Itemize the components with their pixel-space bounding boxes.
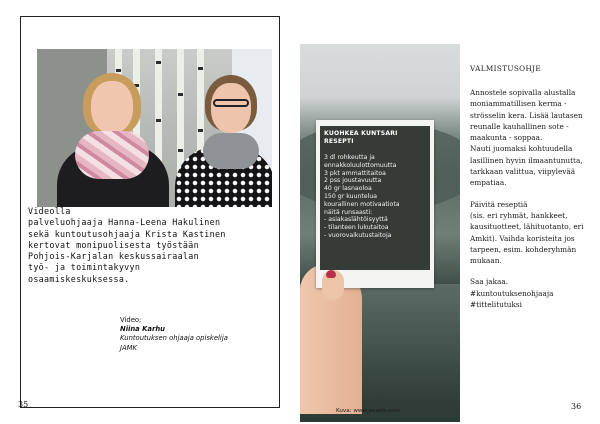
instructions-paragraph-3 [470,276,586,310]
person-right-face [211,83,251,133]
ingredient-line: 40 gr lasnaoloa [324,185,372,193]
video-description [28,206,263,285]
ingredient-line: - vuorovaikutustaitoja [324,231,392,239]
text-line: maakunta - soppaa. [470,133,543,143]
description-line: työ- ja toimintakyvyn [28,262,141,273]
description-line: Videolla [28,206,71,216]
text-line: tarpeen, esim. kohderyhmän [470,244,577,254]
page-number-right: 36 [571,402,582,411]
recipe-card [316,120,434,288]
hashtag-link[interactable]: #tittelitutuksi [470,300,522,310]
person-right-glasses [213,99,249,107]
credit-label: Video; [120,316,142,324]
recipe-photo [300,44,460,422]
ingredient-line: kourallinen motivaatiota [324,200,400,208]
instructions-heading: VALMISTUSOHJE [470,64,542,73]
ingredient-line: näitä runsaasti: [324,208,373,216]
photo-caption: Kuva: www.pexels.com [336,408,400,414]
description-line: palveluohjaaja Hanna-Leena Hakulinen [28,217,221,228]
instructions-paragraph-2 [470,199,586,267]
text-line: kausituotteet, lähituotanto, eri [470,222,584,232]
hashtag-link[interactable]: #kuntoutuksenohjaaja [470,288,554,298]
text-line: Amkit). Vaihda koristeita jos [470,233,575,243]
person-right-scarf [203,133,259,169]
text-line: (sis. eri ryhmät, hankkeet, [470,210,568,220]
text-line: tarkkaan valittua, viipylevää [470,167,576,177]
person-left-face [91,81,133,133]
ingredient-line: - asiakaslähtöisyyttä [324,216,388,224]
ingredient-line: 2 pss joustavuutta [324,177,382,185]
recipe-ingredient-list [324,154,428,240]
text-line: Annostele sopivalla alustalla [470,88,576,97]
text-line: empatiaa. [470,178,507,188]
text-line: Saa jakaa. [470,277,509,287]
text-line: Päivitä reseptiä [470,199,528,209]
recipe-card-inner [320,126,430,270]
description-line: sekä kuntoutusohjaaja Krista Kastinen [28,228,226,239]
video-credit [120,316,270,353]
recipe-card-title: KUOHKEA KUNTSARI RESEPTI [324,130,398,145]
description-line: Pohjois-Karjalan keskussairaalan [28,251,199,262]
text-line: reunalle kauhallinen sote - [470,121,569,131]
text-line: strösselin kera. Lisää lautasen [470,110,583,120]
text-line: mukaan. [470,256,502,266]
ingredient-line: 3 dl rohkeutta ja [324,154,375,161]
description-line: osaamiskeskuksessa. [28,273,130,284]
text-line: moniammatillisen kerma - [470,99,567,109]
credit-school: JAMK [120,343,137,352]
ingredient-line: ennakkoluulottomuutta [324,161,397,169]
video-thumbnail-photo[interactable] [37,49,272,207]
credit-name: Niina Karhu [120,325,166,334]
thumbnail-nail [326,270,336,278]
credit-role: Kuntoutuksen ohjaaja opiskelija [120,334,228,343]
text-line: Nauti juomaksi kohtuudella [470,144,573,154]
ingredient-line: - tilanteen lukutaitoa [324,224,389,232]
recipe-instructions [470,64,586,320]
text-line: lasillinen hyvin ilmaantunutta, [470,155,583,165]
description-line: kertovat monipuolisesta työstään [28,239,199,250]
person-left-scarf [75,131,149,179]
page-number-left: 35 [18,400,29,409]
ingredient-line: 150 gr kuuntelua [324,192,378,200]
instructions-paragraph-1 [470,87,586,189]
ingredient-line: 3 pkt ammattitaitoa [324,169,386,177]
